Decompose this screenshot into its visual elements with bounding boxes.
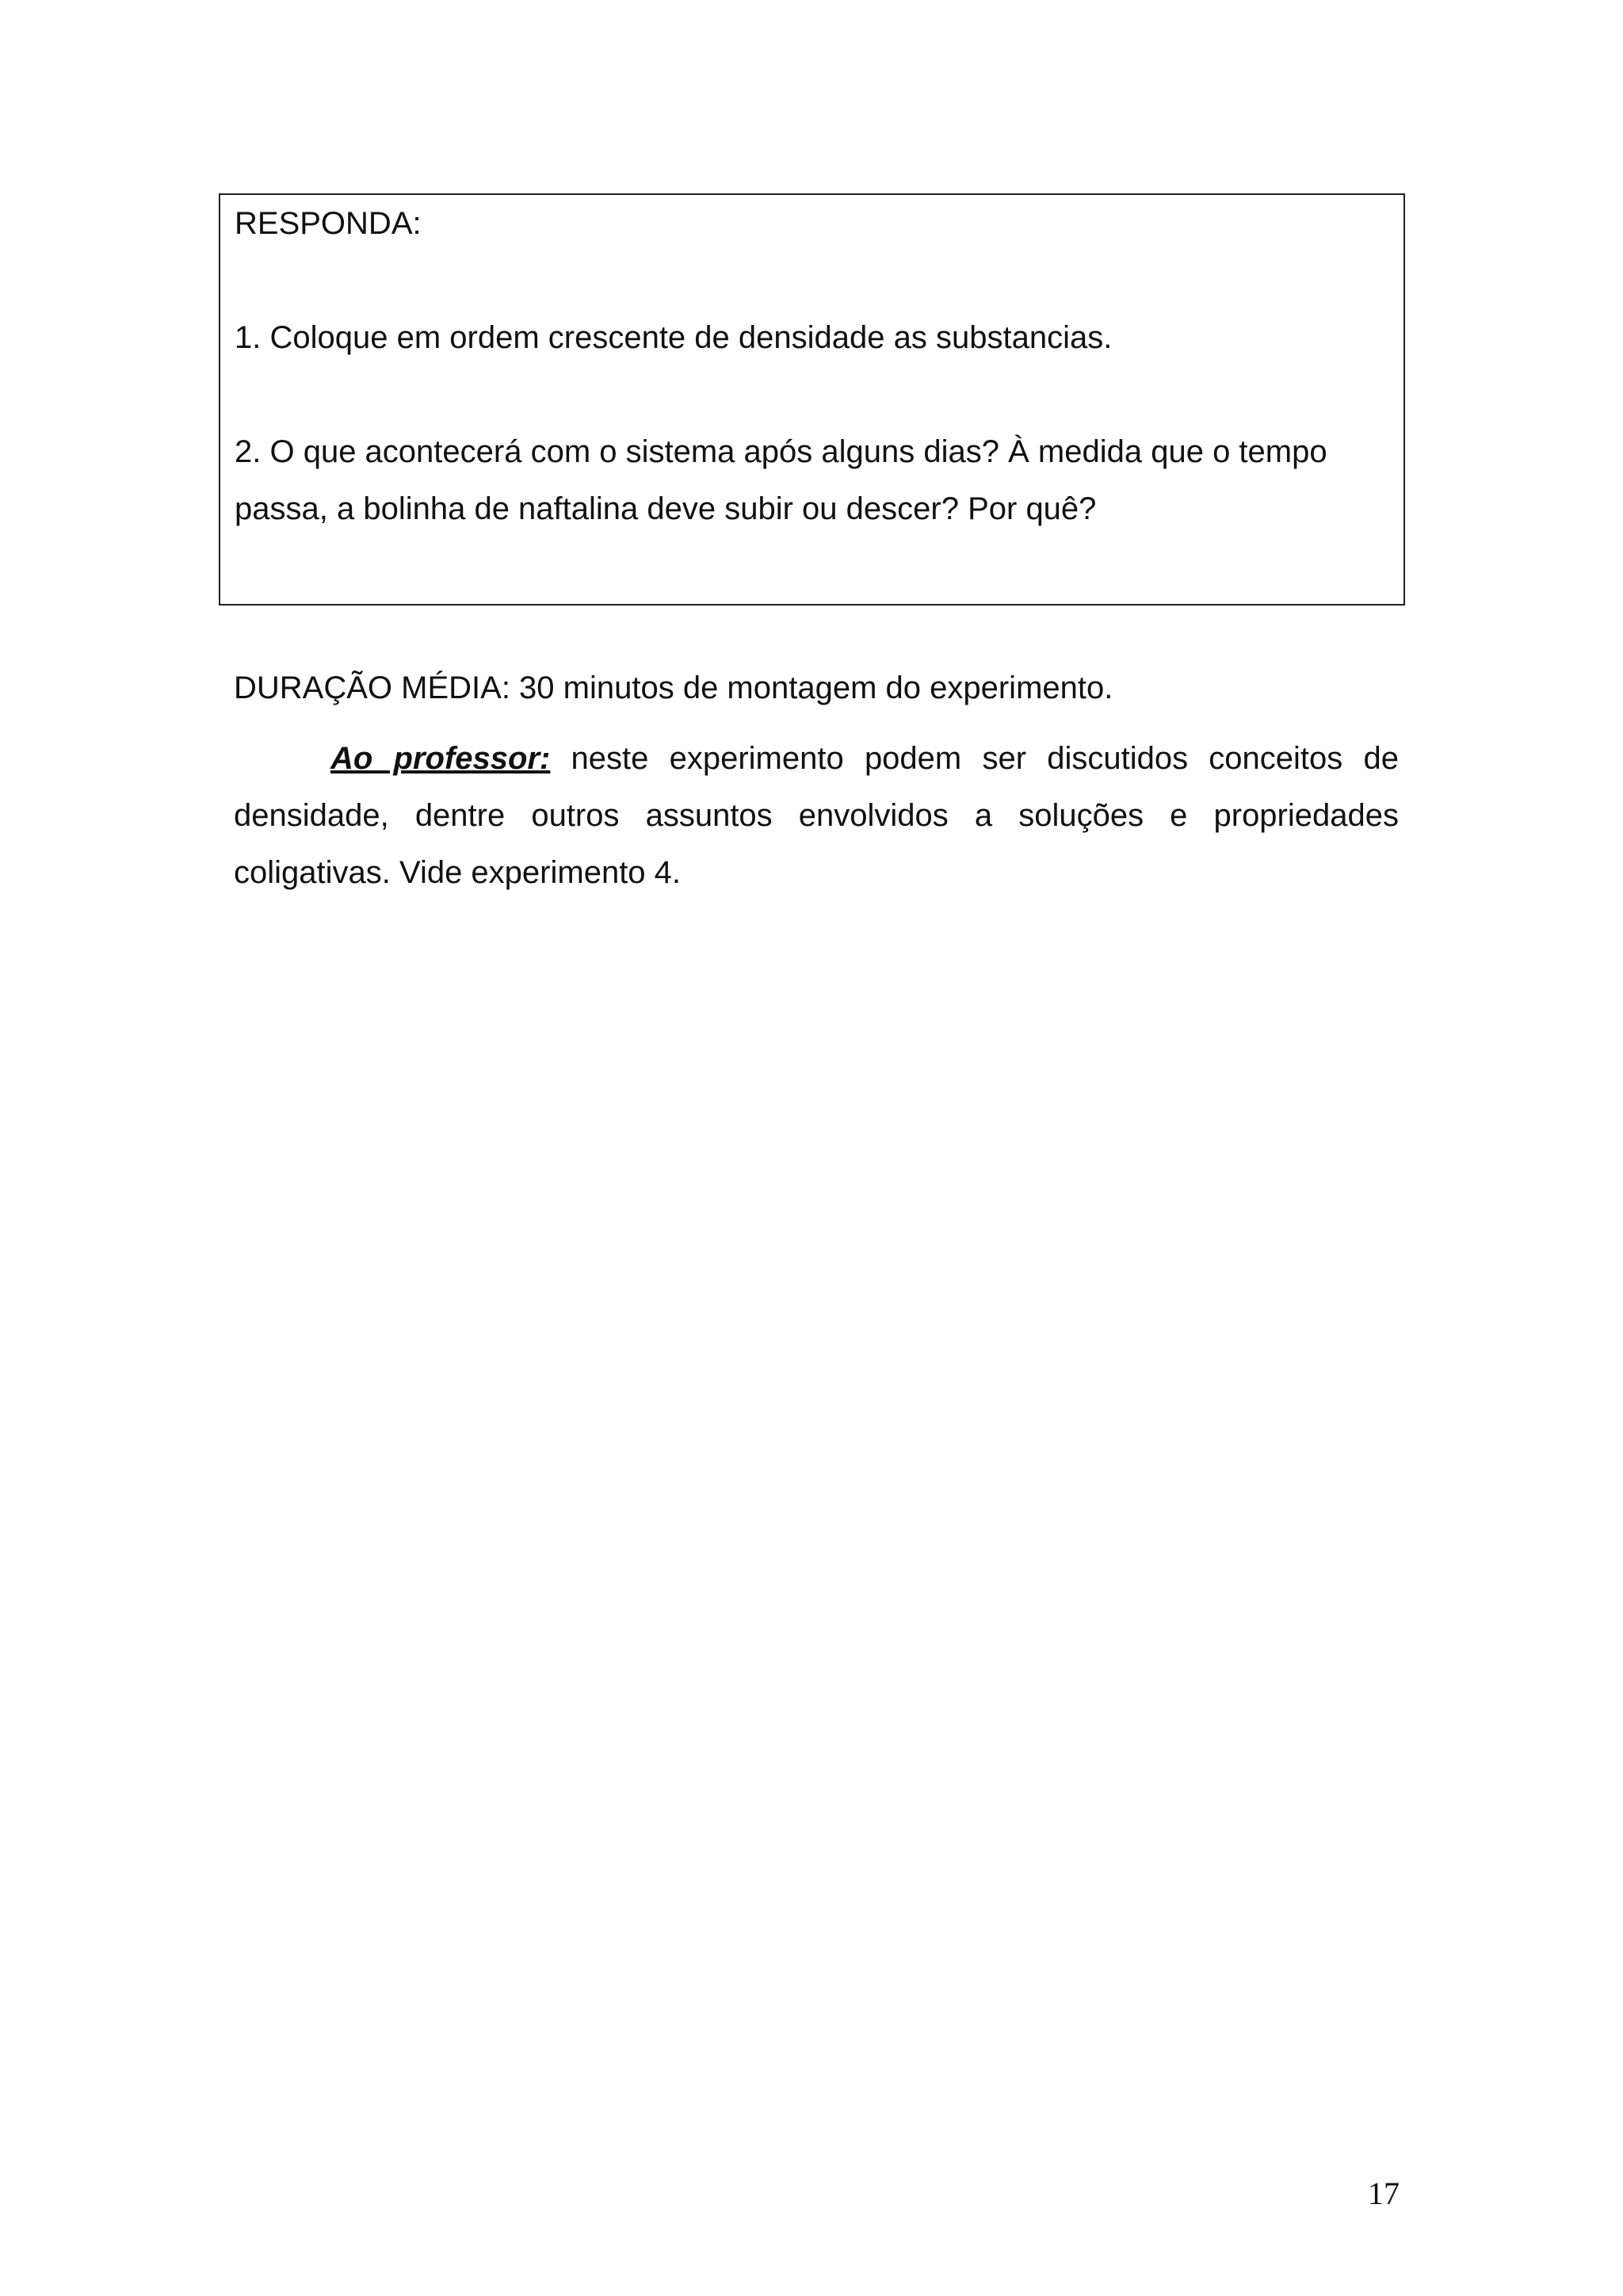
question-2-line-1: 2. O que acontecerá com o sistema após alguns dias? À medida que o tempo xyxy=(235,434,1327,469)
page-number: 17 xyxy=(1368,2176,1400,2211)
answer-box-heading: RESPONDA: xyxy=(235,206,422,241)
duration-text: DURAÇÃO MÉDIA: 30 minutos de montagem do experimento. xyxy=(234,670,1113,705)
question-1: 1. Coloque em ordem crescente de densidade as substancias. xyxy=(235,320,1113,355)
question-2-line-2: passa, a bolinha de naftalina deve subir ou descer? Por quê? xyxy=(235,491,1097,526)
teacher-note-label: Ao professor: xyxy=(330,741,551,776)
teacher-note xyxy=(234,730,1399,901)
answer-box xyxy=(219,193,1405,606)
teacher-note-text: neste experimento podem ser discutidos conceitos de densidade, dentre outros assuntos envolvidos a soluções e propriedades coligativas. Vide experimento 4. xyxy=(234,741,1399,890)
